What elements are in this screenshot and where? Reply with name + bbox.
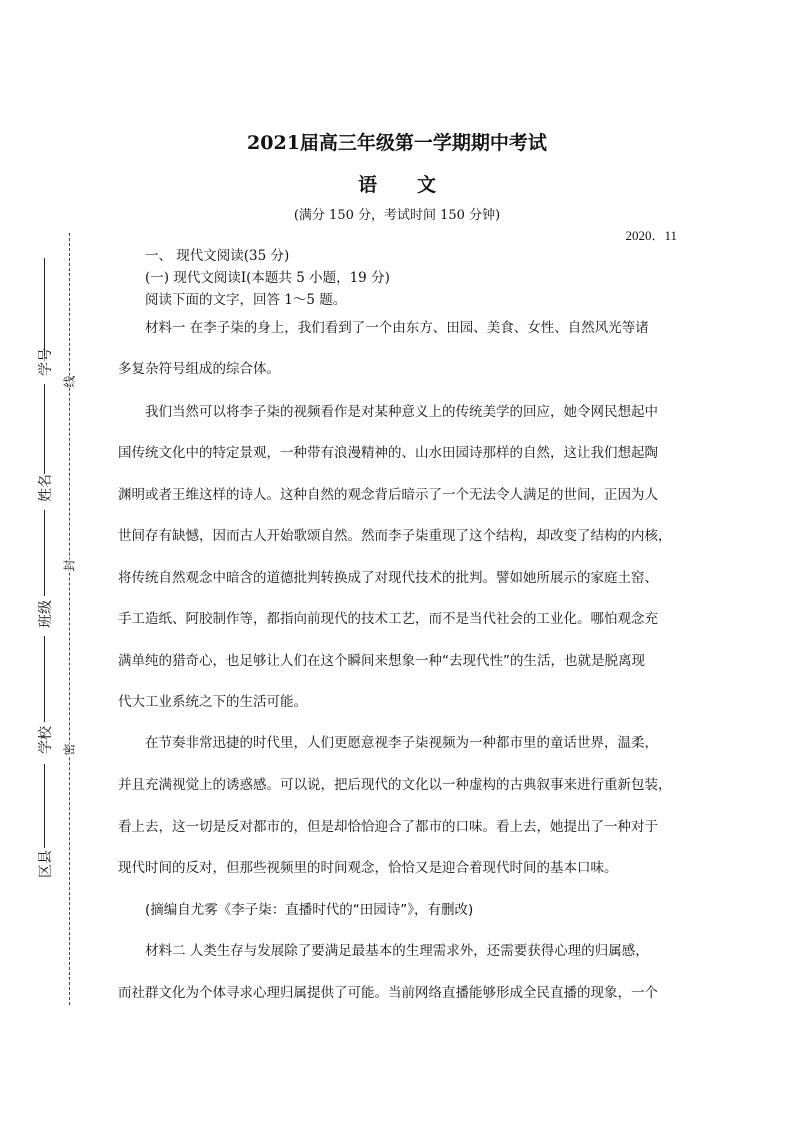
binding-line [69, 233, 70, 1005]
text-line: 国传统文化中的特定景观，一种带有浪漫精神的、山水田园诗那样的自然，这让我们想起陶 [118, 445, 658, 461]
text-line: 材料二 人类生存与发展除了要满足最基本的生理需求外，还需要获得心理的归属感， [145, 943, 649, 959]
section-heading: 一、 现代文阅读(35 分) [145, 248, 290, 264]
field-label-class: 班级 [38, 600, 54, 628]
exam-date: 2020．11 [625, 228, 677, 243]
text-line: 将传统自然观念中暗含的道德批判转换成了对现代技术的批判。譬如她所展示的家庭土窑、 [118, 570, 658, 586]
text-line: 在节奏非常迅捷的时代里，人们更愿意视李子柒视频为一种都市里的童话世界，温柔， [145, 735, 658, 751]
exam-title: 2021届高三年级第一学期期中考试 [247, 132, 547, 154]
text-line: 满单纯的猎奇心，也足够让人们在这个瞬间来想象一种“去现代性”的生活，也就是脱离现 [118, 653, 645, 669]
text-line: 我们当然可以将李子柒的视频看作是对某种意义上的传统美学的回应，她令网民想起中 [145, 404, 658, 420]
text-line: 材料一 在李子柒的身上，我们看到了一个由东方、田园、美食、女性、自然风光等诸 [145, 320, 649, 336]
field-line-district [44, 764, 45, 848]
section-instruction: 阅读下面的文字，回答 1～5 题。 [145, 292, 347, 308]
text-line: 多复杂符号组成的综合体。 [118, 361, 280, 377]
exam-note: (满分 150 分，考试时间 150 分钟) [293, 208, 501, 223]
section-subheading: (一) 现代文阅读Ⅰ(本题共 5 小题，19 分) [145, 270, 390, 286]
text-line: 代大工业系统之下的生活可能。 [118, 694, 307, 710]
field-label-district: 区县 [38, 850, 54, 878]
text-line: 世间存有缺憾，因而古人开始歌颂自然。然而李子柒重现了这个结构，却改变了结构的内核， [118, 528, 672, 544]
subject-title: 语文 [357, 174, 476, 196]
field-line-student-id [44, 258, 45, 356]
binding-mark-seal: 封 [60, 559, 79, 571]
field-line-name [44, 384, 45, 474]
field-label-school: 学校 [38, 726, 54, 754]
text-line: 而社群文化为个体寻求心理归属提供了可能。当前网络直播能够形成全民直播的现象，一个 [118, 985, 658, 1001]
text-line: 并且充满视觉上的诱惑感。可以说，把后现代的文化以一种虚构的古典叙事来进行重新包装， [118, 777, 672, 793]
field-line-school [44, 636, 45, 722]
text-line: 看上去，这一切是反对都市的，但是却恰恰迎合了都市的口味。看上去，她提出了一种对于 [118, 819, 658, 835]
text-line: 现代时间的反对，但那些视频里的时间观念，恰恰又是迎合着现代时间的基本口味。 [118, 860, 618, 876]
field-line-class [44, 510, 45, 596]
source-citation: (摘编自尤雾《李子柒：直播时代的“田园诗”》，有删改) [145, 902, 474, 918]
field-label-student-id: 学号 [38, 348, 54, 376]
field-label-name: 姓名 [38, 474, 54, 502]
text-line: 渊明或者王维这样的诗人。这种自然的观念背后暗示了一个无法令人满足的世间，正因为人 [118, 487, 658, 503]
binding-mark-secret: 密 [60, 743, 79, 755]
binding-mark-line: 线 [60, 375, 79, 387]
text-line: 手工造纸、阿胶制作等，都指向前现代的技术工艺，而不是当代社会的工业化。哪怕观念充 [118, 611, 658, 627]
